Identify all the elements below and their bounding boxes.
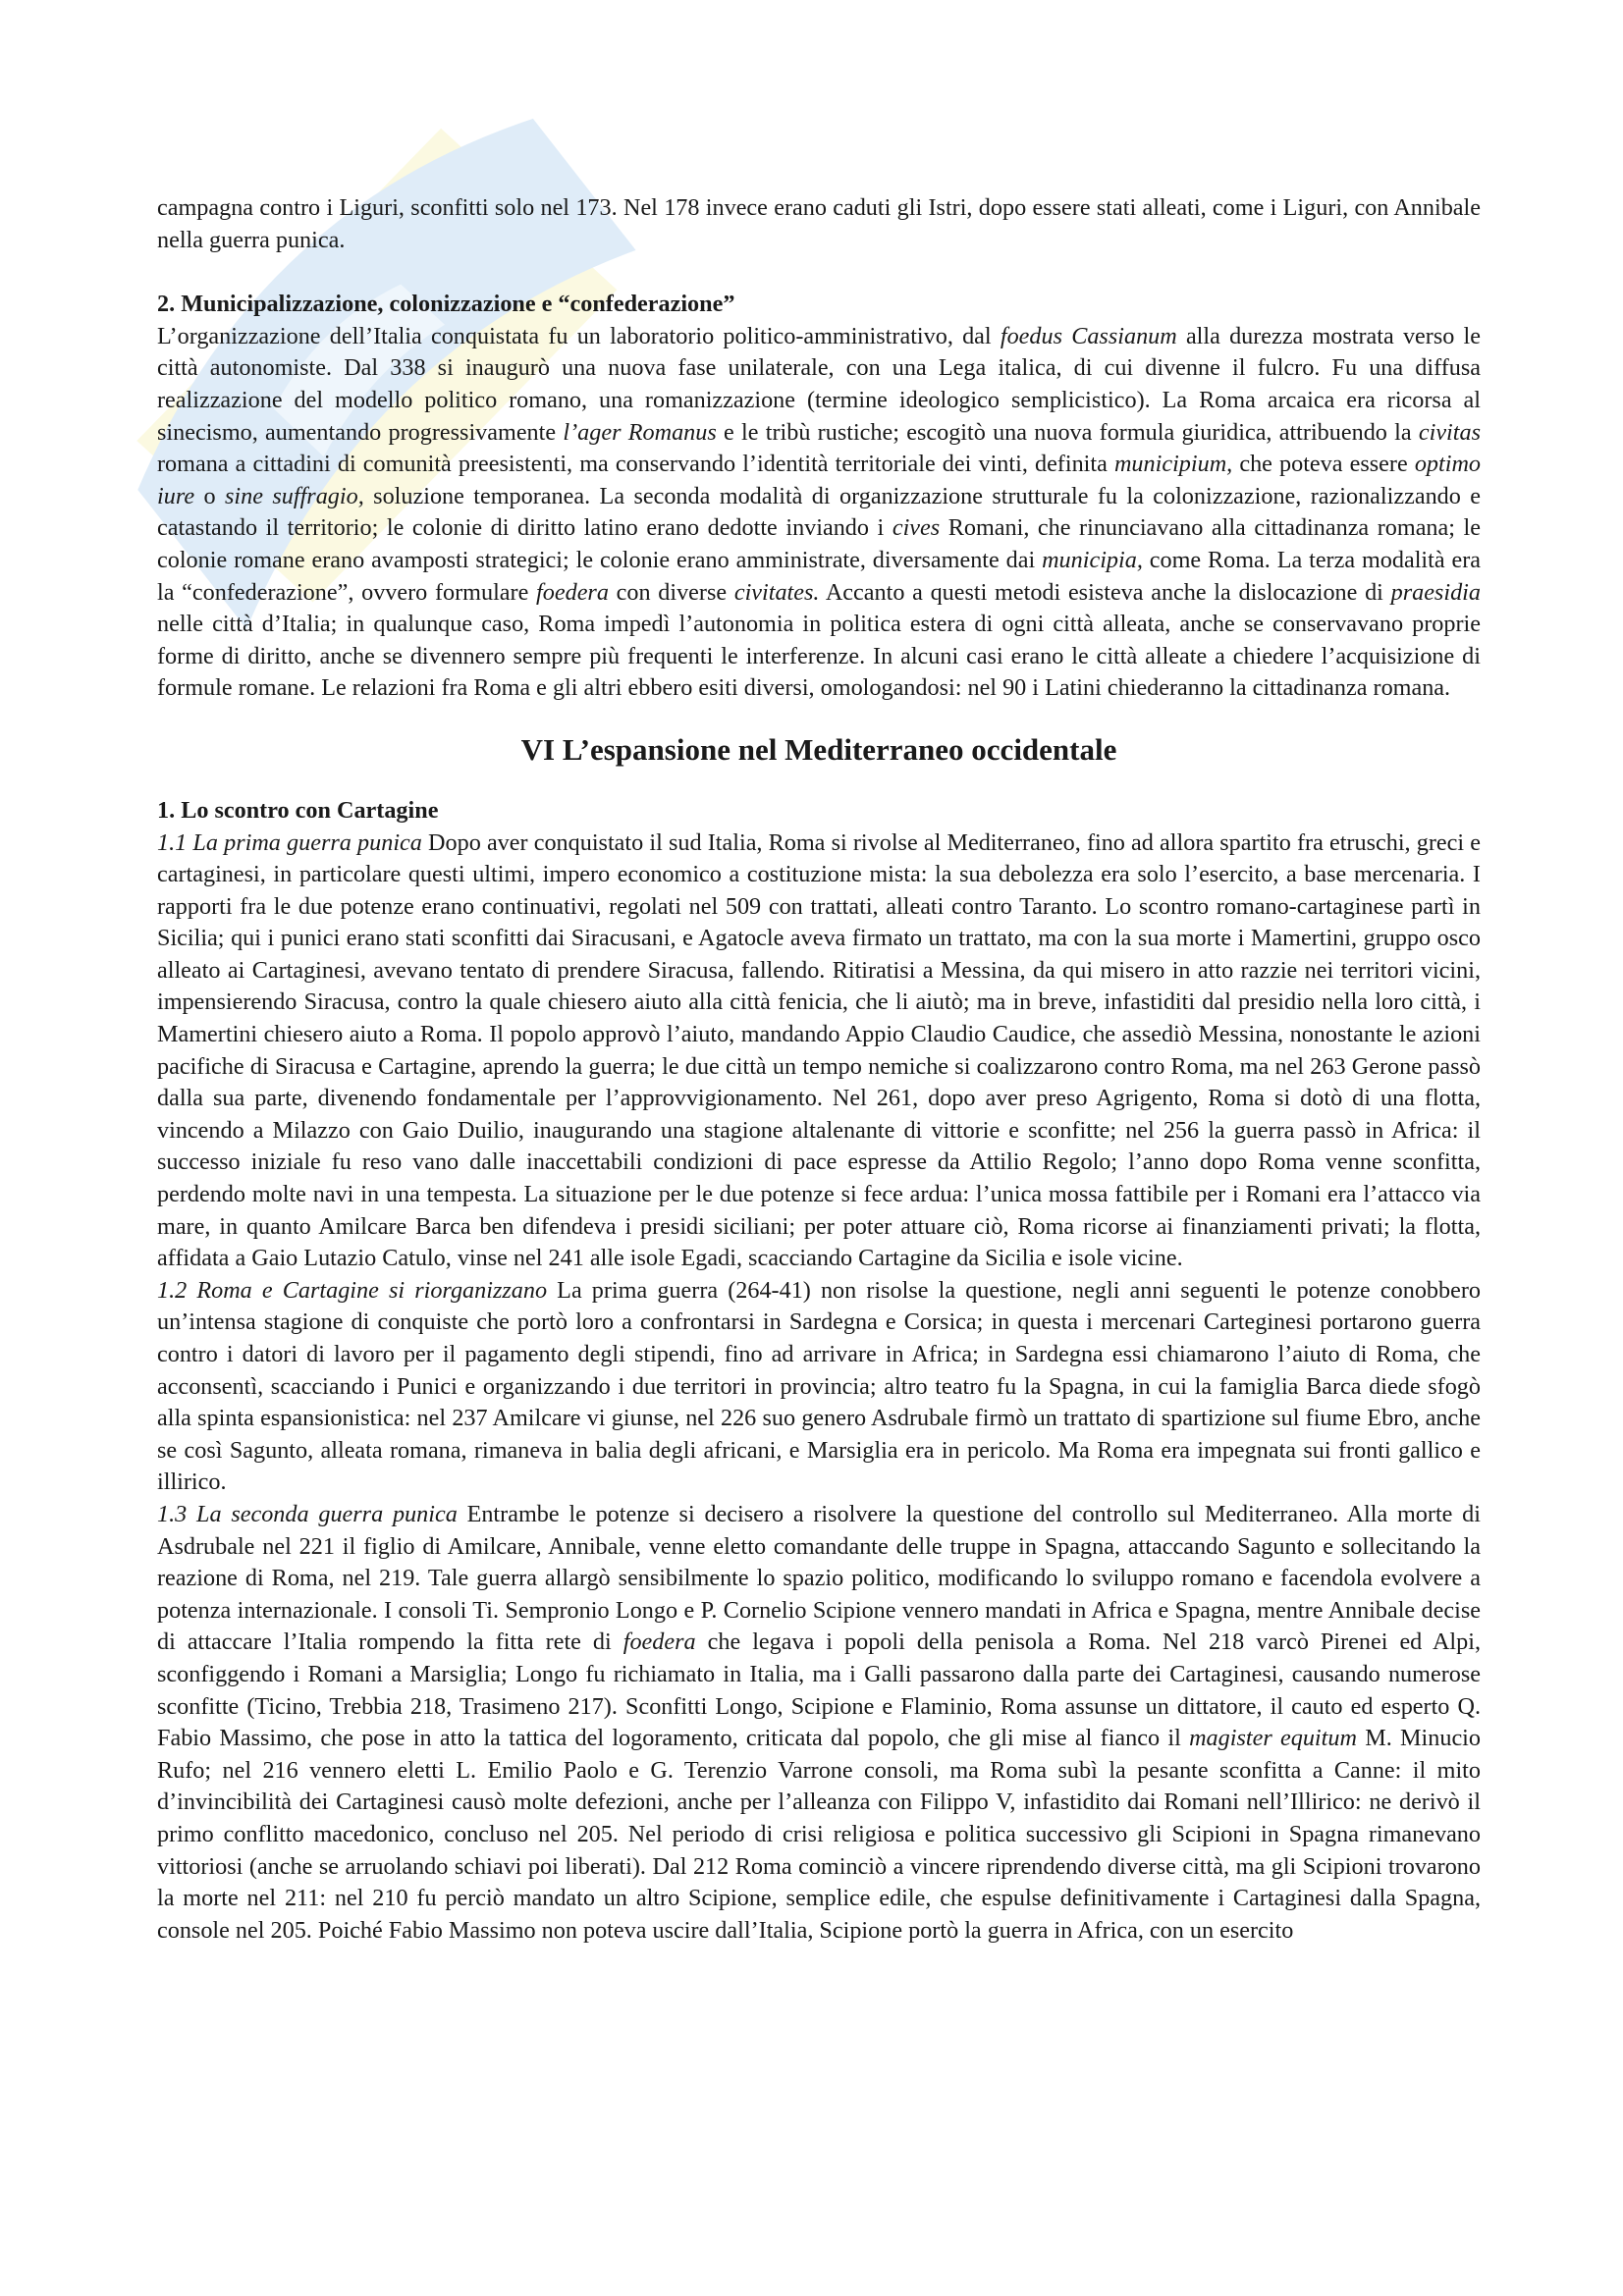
intro-paragraph: campagna contro i Liguri, sconfitti solo nel 173. Nel 178 invece erano caduti gli Istri, dopo essere stati alleati, come i Liguri, con Annibale nella guerra punica.	[157, 194, 1481, 253]
subsection-heading: 1.3 La seconda guerra punica	[157, 1500, 458, 1527]
paragraph-municipalizzazione: L’organizzazione dell’Italia conquistata fu un laboratorio politico-amministrativo, dal foedus Cassianum alla durezza mostrata verso le città autonomiste. Dal 338 si inaugurò una nuova fase unilaterale, con una Lega italica, di cui divenne il fulcro. Fu una diffusa realizzazione del modello politico romano, una romanizzazione (termine ideologico semplicistico). La Roma arcaica era ricorsa al sinecismo, aumentando progressivamente l’ager Romanus e le tribù rustiche; escogitò una nuova formula giuridica, attribuendo la civitas romana a cittadini di comunità preesistenti, ma conservando l’identità territoriale dei vinti, definita municipium, che poteva essere optimo iure o sine suffragio, soluzione temporanea. La seconda modalità di organizzazione strutturale fu la colonizzazione, razionalizzando e catastando il territorio; le colonie di diritto latino erano dedotte inviando i cives Romani, che rinunciavano alla cittadinanza romana; le colonie romane erano avamposti strategici; le colonie erano amministrate, diversamente dai municipia, come Roma. La terza modalità era la “confederazione”, ovvero formulare foedera con diverse civitates. Accanto a questi metodi esisteva anche la dislocazione di praesidia nelle città d’Italia; in qualunque caso, Roma impedì l’autonomia in politica estera di ogni città alleata, anche se conservavano proprie forme di diritto, anche se divennero sempre più frequenti le interferenze. In alcuni casi erano le città alleate a chiedere l’acquisizione di formule romane. Le relazioni fra Roma e gli altri ebbero esiti diversi, omologandosi: nel 90 i Latini chiederanno la cittadinanza romana.	[157, 322, 1482, 702]
subsection-heading: 1.1 La prima guerra punica	[157, 828, 422, 856]
paragraph-prima-guerra-punica: 1.1 La prima guerra punica Dopo aver conquistato il sud Italia, Roma si rivolse al Mediterraneo, fino ad allora spartito fra etruschi, greci e cartaginesi, in particolare questi ultimi, impero economico a costituzione mista: la sua debolezza era solo l’esercito, a base mercenaria. I rapporti fra le due potenze erano continuativi, regolati nel 509 con trattati, alleati contro Taranto. Lo scontro romano-cartaginese partì in Sicilia; qui i punici erano stati sconfitti dai Siracusani, e Agatocle aveva firmato un trattato, ma con la sua morte i Mamertini, gruppo osco alleato ai Cartaginesi, avevano tentato di prendere Siracusa, fallendo. Ritiratisi a Messina, da qui misero in atto razzie nei territori vicini, impensierendo Siracusa, contro la quale chiesero aiuto alla città fenicia, che li aiutò; ma in breve, infastiditi dal presidio nella loro città, i Mamertini chiesero aiuto a Roma. Il popolo approvò l’aiuto, mandando Appio Claudio Caudice, che assediò Messina, nonostante le azioni pacifiche di Siracusa e Cartagine, aprendo la guerra; le due città un tempo nemiche si coalizzarono contro Roma, ma nel 263 Gerone passò dalla sua parte, divenendo fondamentale per l’approvvigionamento. Nel 261, dopo aver preso Agrigento, Roma si dotò di una flotta, vincendo a Milazzo con Gaio Duilio, inaugurando una stagione altalenante di vittorie e sconfitte; nel 256 la guerra passò in Africa: il successo iniziale fu reso vano dalle inaccettabili condizioni di pace espresse da Attilio Regolo; l’anno dopo Roma venne sconfitta, perdendo molte navi in una tempesta. La situazione per le due potenze si fece ardua: l’unica mossa fattibile per i Romani era l’attacco via mare, in quanto Amilcare Barca ben difendeva i presidi siciliani; per poter attuare ciò, Roma ricorse ai finanziamenti privati; la flotta, affidata a Gaio Lutazio Catulo, vinse nel 241 alle isole Egadi, scacciando Cartagine da Sicilia e isole vicine.	[157, 828, 1481, 1272]
subsection-heading: 1.2 Roma e Cartagine si riorganizzano	[157, 1276, 548, 1304]
section-title-municipalizzazione: 2. Municipalizzazione, colonizzazione e “confederazione”	[157, 291, 735, 318]
paragraph-riorganizzazione: 1.2 Roma e Cartagine si riorganizzano La prima guerra (264-41) non risolse la questione, negli anni seguenti le potenze conobbero un’intensa stagione di conquiste che portò loro a confrontarsi in Sardegna e Corsica; in questa i mercenari Carteginesi portarono guerra contro i datori di lavoro per il pagamento degli stipendi, fino ad arrivare in Africa; in Sardegna essi chiamarono l’aiuto di Roma, che acconsentì, scacciando i Punici e organizzando i due territori in provincia; altro teatro fu la Spagna, in cui la famiglia Barca diede sfogò alla spinta espansionistica: nel 237 Amilcare vi giunse, nel 226 suo genero Asdrubale firmò un trattato di spartizione sul fiume Ebro, anche se così Sagunto, alleata romana, rimaneva in balia degli africani, e Marsiglia era in pericolo. Ma Roma era impegnata sui fronti gallico e illirico.	[157, 1276, 1481, 1496]
section-title-cartagine: 1. Lo scontro con Cartagine	[157, 796, 439, 824]
paragraph-seconda-guerra-punica: 1.3 La seconda guerra punica Entrambe le potenze si decisero a risolvere la questione del controllo sul Mediterraneo. Alla morte di Asdrubale nel 221 il figlio di Amilcare, Annibale, venne eletto comandante delle truppe in Spagna, attaccando Sagunto e sollecitando la reazione di Roma, nel 219. Tale guerra allargò sensibilmente lo spazio politico, modificando lo sviluppo romano e facendola evolvere a potenza internazionale. I consoli Ti. Sempronio Longo e P. Cornelio Scipione vennero mandati in Africa e Spagna, mentre Annibale decise di attaccare l’Italia rompendo la fitta rete di foedera che legava i popoli della penisola a Roma. Nel 218 varcò Pirenei ed Alpi, sconfiggendo i Romani a Marsiglia; Longo fu richiamato in Italia, ma i Galli passarono dalla parte dei Cartaginesi, causando numerose sconfitte (Ticino, Trebbia 218, Trasimeno 217). Sconfitti Longo, Scipione e Flaminio, Roma assunse un dittatore, il cauto ed esperto Q. Fabio Massimo, che pose in atto la tattica del logoramento, criticata dal popolo, che gli mise al fianco il magister equitum M. Minucio Rufo; nel 216 vennero eletti L. Emilio Paolo e G. Terenzio Varrone consoli, ma Roma subì la pesante sconfitta a Canne: il mito d’invincibilità dei Cartaginesi causò molte defezioni, anche per l’alleanza con Filippo V, infastidito dai Romani nell’Illirico: ne derivò il primo conflitto macedonico, concluso nel 205. Nel periodo di crisi religiosa e politica successivo gli Scipioni in Spagna rimanevano vittoriosi (anche se arruolando schiavi poi liberati). Dal 212 Roma cominciò a vincere riprendendo diverse città, ma gli Scipioni trovarono la morte nel 211: nel 210 fu perciò mandato un altro Scipione, semplice edile, che espulse definitivamente i Cartaginesi dalla Spagna, console nel 205. Poiché Fabio Massimo non poteva uscire dall’Italia, Scipione portò la guerra in Africa, con un esercito	[157, 1500, 1481, 1944]
chapter-title: VI L’espansione nel Mediterraneo occidentale	[520, 731, 1117, 767]
document-page	[157, 192, 1481, 1947]
